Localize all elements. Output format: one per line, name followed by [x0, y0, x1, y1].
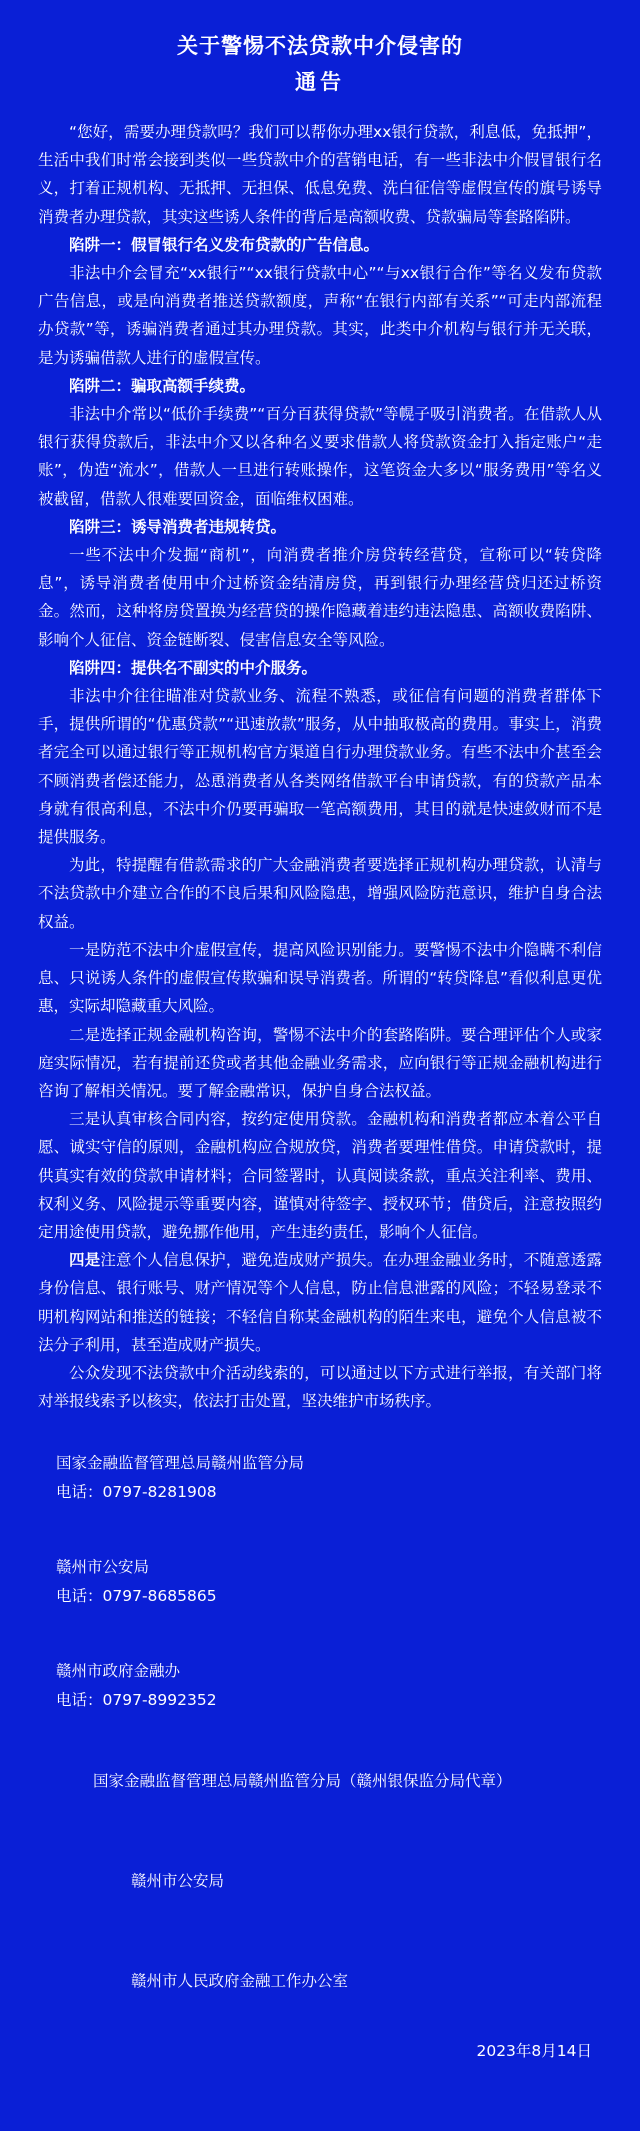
trap-heading [38, 654, 602, 682]
contact-org: 赣州市公安局 [56, 1558, 150, 1577]
notice-subtitle: 通告 [295, 70, 345, 94]
paragraph-text: 非法中介常以“低价手续费”“百分百获得贷款”等幌子吸引消费者。在借款人从银行获得贷款后，非法中介又以各种名义要求借款人将贷款资金打入指定账户“走账”，伪造“流水”，借款人一旦进行转账操作，这笔资金大多以“服务费用”等名义被截留，借款人很难要回资金，面临维权困难。 [38, 405, 602, 508]
paragraph-text: 陷阱一：假冒银行名义发布贷款的广告信息。 [69, 235, 380, 254]
body-paragraph [38, 1021, 602, 1106]
notice-body [38, 118, 602, 1415]
contact-phone: 电话：0797-8281908 [56, 1483, 217, 1502]
notice-title: 关于警惕不法贷款中介侵害的 [177, 34, 463, 58]
contact-org: 赣州市政府金融办 [56, 1662, 181, 1681]
paragraph-text: 一些不法中介发掘“商机”，向消费者推介房贷转经营贷，宣称可以“转贷降息”，诱导消费者使用中介过桥资金结清房贷，再到银行办理经营贷归还过桥资金。然而，这种将房贷置换为经营贷的操作隐藏着违约违法隐患、高额收费陷阱、影响个人征信、资金链断裂、侵害信息安全等风险。 [38, 546, 602, 649]
trap-heading [38, 231, 602, 259]
body-paragraph [38, 259, 602, 372]
body-paragraph [38, 400, 602, 513]
paragraph-text: 陷阱三：诱导消费者违规转贷。 [69, 517, 287, 536]
contact-org: 国家金融监督管理总局赣州监管分局 [56, 1454, 305, 1473]
paragraph-text: 公众发现不法贷款中介活动线索的，可以通过以下方式进行举报，有关部门将对举报线索予以核实，依法打击处置，坚决维护市场秩序。 [38, 1363, 602, 1411]
contact-block [56, 1657, 602, 1715]
trap-heading [38, 372, 602, 400]
trap-heading [38, 513, 602, 541]
contact-block [56, 1449, 602, 1507]
body-paragraph [38, 936, 602, 1021]
paragraph-text: 非法中介会冒充“xx银行”“xx银行贷款中心”“与xx银行合作”等名义发布贷款广告信息，或是向消费者推送贷款额度，声称“在银行内部有关系”“可走内部流程办贷款”等，诱骗消费者通过其办理贷款。其实，此类中介机构与银行并无关联，是为诱骗借款人进行的虚假宣传。 [38, 264, 602, 367]
signature-regulator: 国家金融监督管理总局赣州监管分局（赣州银保监分局代章） [93, 1772, 512, 1791]
notice-date: 2023年8月14日 [476, 2042, 592, 2061]
paragraph-text: “您好，需要办理贷款吗？我们可以帮你办理xx银行贷款，利息低，免抵押”，生活中我们时常会接到类似一些贷款中介的营销电话，有一些非法中介假冒银行名义，打着正规机构、无抵押、无担保、低息免费、洗白征信等虚假宣传的旗号诱导消费者办理贷款，其实这些诱人条件的背后是高额收费、贷款骗局等套路陷阱。 [38, 123, 602, 226]
body-paragraph [38, 851, 602, 936]
body-paragraph [38, 541, 602, 654]
paragraph-text: 陷阱二：骗取高额手续费。 [69, 376, 256, 395]
paragraph-lead: 四是 [69, 1251, 101, 1270]
paragraph-text: 二是选择正规金融机构咨询，警惕不法中介的套路陷阱。要合理评估个人或家庭实际情况，若有提前还贷或者其他金融业务需求，应向银行等正规金融机构进行咨询了解相关情况。要了解金融常识，保护自身合法权益。 [38, 1025, 602, 1100]
paragraph-text: 一是防范不法中介虚假宣传，提高风险识别能力。要警惕不法中介隐瞒不利信息、只说诱人条件的虚假宣传欺骗和误导消费者。所谓的“转贷降息”看似利息更优惠，实际却隐藏重大风险。 [38, 940, 602, 1016]
signature-police: 赣州市公安局 [131, 1872, 225, 1891]
body-paragraph [38, 682, 602, 851]
contact-phone: 电话：0797-8685865 [56, 1587, 217, 1606]
body-paragraph [38, 1105, 602, 1246]
paragraph-text: 为此，特提醒有借款需求的广大金融消费者要选择正规机构办理贷款，认清与不法贷款中介建立合作的不良后果和风险隐患，增强风险防范意识，维护自身合法权益。 [38, 856, 602, 931]
body-paragraph [38, 118, 602, 231]
signature-finance-office: 赣州市人民政府金融工作办公室 [131, 1972, 349, 1991]
signature-block [38, 1767, 602, 1995]
paragraph-text: 三是认真审核合同内容，按约定使用贷款。金融机构和消费者都应本着公平自愿、诚实守信的原则，金融机构应合规放贷，消费者要理性借贷。申请贷款时，提供真实有效的贷款申请材料；合同签署时，认真阅读条款，重点关注利率、费用、权利义务、风险提示等重要内容，谨慎对待签字、授权环节；借贷后，注意按照约定用途使用贷款，避免挪作他用，产生违约责任，影响个人征信。 [38, 1110, 602, 1241]
contact-list [38, 1449, 602, 1715]
contact-block [56, 1553, 602, 1611]
body-paragraph [38, 1246, 602, 1359]
contact-phone: 电话：0797-8992352 [56, 1691, 217, 1710]
paragraph-text: 非法中介往往瞄准对贷款业务、流程不熟悉，或征信有问题的消费者群体下手，提供所谓的“优惠贷款”“迅速放款”服务，从中抽取极高的费用。事实上，消费者完全可以通过银行等正规机构官方渠道自行办理贷款业务。有些不法中介甚至会不顾消费者偿还能力，怂恿消费者从各类网络借款平台申请贷款，有的贷款产品本身就有很高利息，不法中介仍要再骗取一笔高额费用，其目的就是快速敛财而不是提供服务。 [38, 687, 602, 847]
paragraph-text: 陷阱四：提供名不副实的中介服务。 [69, 658, 318, 677]
body-paragraph [38, 1359, 602, 1415]
paragraph-text: 注意个人信息保护，避免造成财产损失。在办理金融业务时，不随意透露身份信息、银行账号、财产情况等个人信息，防止信息泄露的风险；不轻易登录不明机构网站和推送的链接；不轻信自称某金融机构的陌生来电，避免个人信息被不法分子利用，甚至造成财产损失。 [38, 1251, 602, 1354]
